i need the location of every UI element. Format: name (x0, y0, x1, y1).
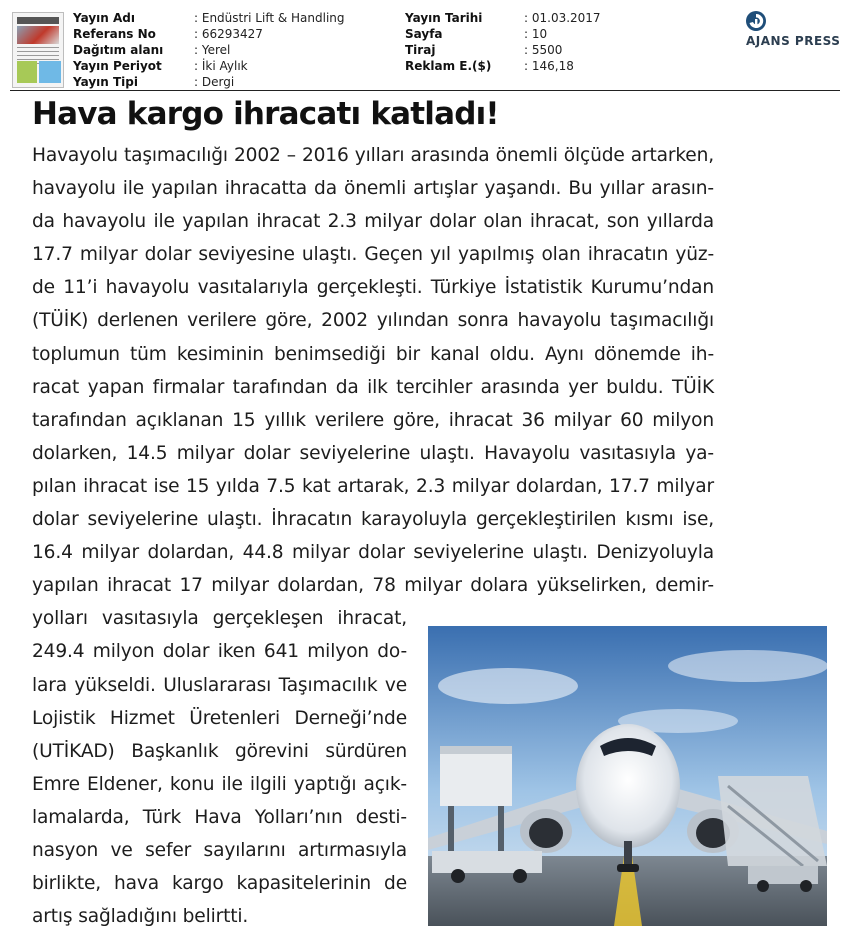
body-line: de 11’i havayolu vasıtalarıyla gerçekleşti. Türkiye İstatistik Kurumu’ndan (32, 277, 714, 299)
body-line: Lojistik Hizmet Üretenleri Derneği’nde (32, 707, 407, 729)
body-line: da havayolu ile yapılan ihracat 2.3 milyar dolar olan ihracat, son yıllarda (32, 211, 714, 233)
body-line: 17.7 milyar dolar seviyesine ulaştı. Geçen yıl yapılmış olan ihracatın yüz- (32, 244, 714, 266)
page-thumbnail[interactable] (12, 12, 64, 88)
body-line: nasyon ve sefer sayılarını artırmasıyla (32, 839, 407, 861)
article-body-wide-column (32, 139, 714, 602)
meta-row-sayfa: Sayfa : 10 (405, 27, 548, 41)
publication-meta-right (405, 10, 601, 74)
body-line: Havayolu taşımacılığı 2002 – 2016 yılları arasında önemli ölçüde artarken, (32, 145, 714, 166)
logo-text: AJANS PRESS (746, 34, 841, 48)
body-line: Emre Eldener, konu ile ilgili yaptığı açık- (32, 773, 407, 795)
body-line: pılan ihracat ise 15 yılda 7.5 kat artarak, 2.3 milyar dolardan, 17.7 milyar (32, 475, 714, 497)
meta-row-dagitim-alani: Dağıtım alanı : Yerel (73, 43, 231, 57)
cargo-airplane-photo (428, 626, 827, 926)
body-line: yapılan ihracat 17 milyar dolardan, 78 milyar dolara yükselirken, demir- (32, 575, 714, 597)
body-line: dolar seviyelerine ulaştı. İhracatın karayoluyla gerçekleştirilen kısmı ise, (32, 509, 714, 531)
meta-row-reklam: Reklam E.($) : 146,18 (405, 59, 574, 73)
header-divider (10, 90, 840, 91)
body-line: 16.4 milyar dolardan, 44.8 milyar dolar seviyelerine ulaştı. Denizyoluyla (32, 542, 714, 564)
body-line: birlikte, hava kargo kapasitelerinin de (32, 873, 407, 895)
body-line: lamalarda, Türk Hava Yolları’nın desti- (32, 806, 407, 828)
body-line: (TÜİK) derlenen verilere göre, 2002 yılından sonra havayolu taşımacılığı (32, 310, 714, 332)
body-line: artış sağladığını belirtti. (32, 906, 249, 928)
body-line: lara yükseldi. Uluslararası Taşımacılık ve (32, 674, 407, 696)
body-line: (UTİKAD) Başkanlık görevini sürdüren (32, 740, 407, 762)
body-line: dolarken, 14.5 milyar dolar seviyelerine ulaştı. Havayolu vasıtasıyla ya- (32, 442, 714, 464)
ajans-press-logo (742, 10, 842, 50)
body-line: havayolu ile yapılan ihracatta da önemli artışlar yaşandı. Bu yıllar arasın- (32, 178, 714, 200)
meta-row-yayin-periyot: Yayın Periyot : İki Aylık (73, 59, 248, 73)
article-title: Hava kargo ihracatı katladı! (32, 96, 499, 132)
body-line: toplumun tüm kesiminin benimsediği bir kanal oldu. Aynı dönemde ih- (32, 343, 714, 365)
body-line: yolları vasıtasıyla gerçekleşen ihracat, (32, 608, 407, 630)
meta-row-yayin-tarihi: Yayın Tarihi : 01.03.2017 (405, 11, 601, 25)
meta-row-yayin-adi: Yayın Adı : Endüstri Lift & Handling (73, 11, 345, 25)
body-line: racat yapan firmalar tarafından da ilk tercihler arasında yer buldu. TÜİK (32, 376, 714, 398)
meta-row-tiraj: Tiraj : 5500 (405, 43, 563, 57)
ajans-press-logo-icon (745, 10, 767, 32)
publication-meta-left (73, 10, 345, 90)
body-line: tarafından açıklanan 15 yıllık verilere göre, ihracat 36 milyar 60 milyon (32, 409, 714, 431)
body-line: 249.4 milyon dolar iken 641 milyon do- (32, 641, 407, 663)
meta-row-referans-no: Referans No : 66293427 (73, 27, 263, 41)
meta-row-yayin-tipi: Yayın Tipi : Dergi (73, 75, 235, 89)
